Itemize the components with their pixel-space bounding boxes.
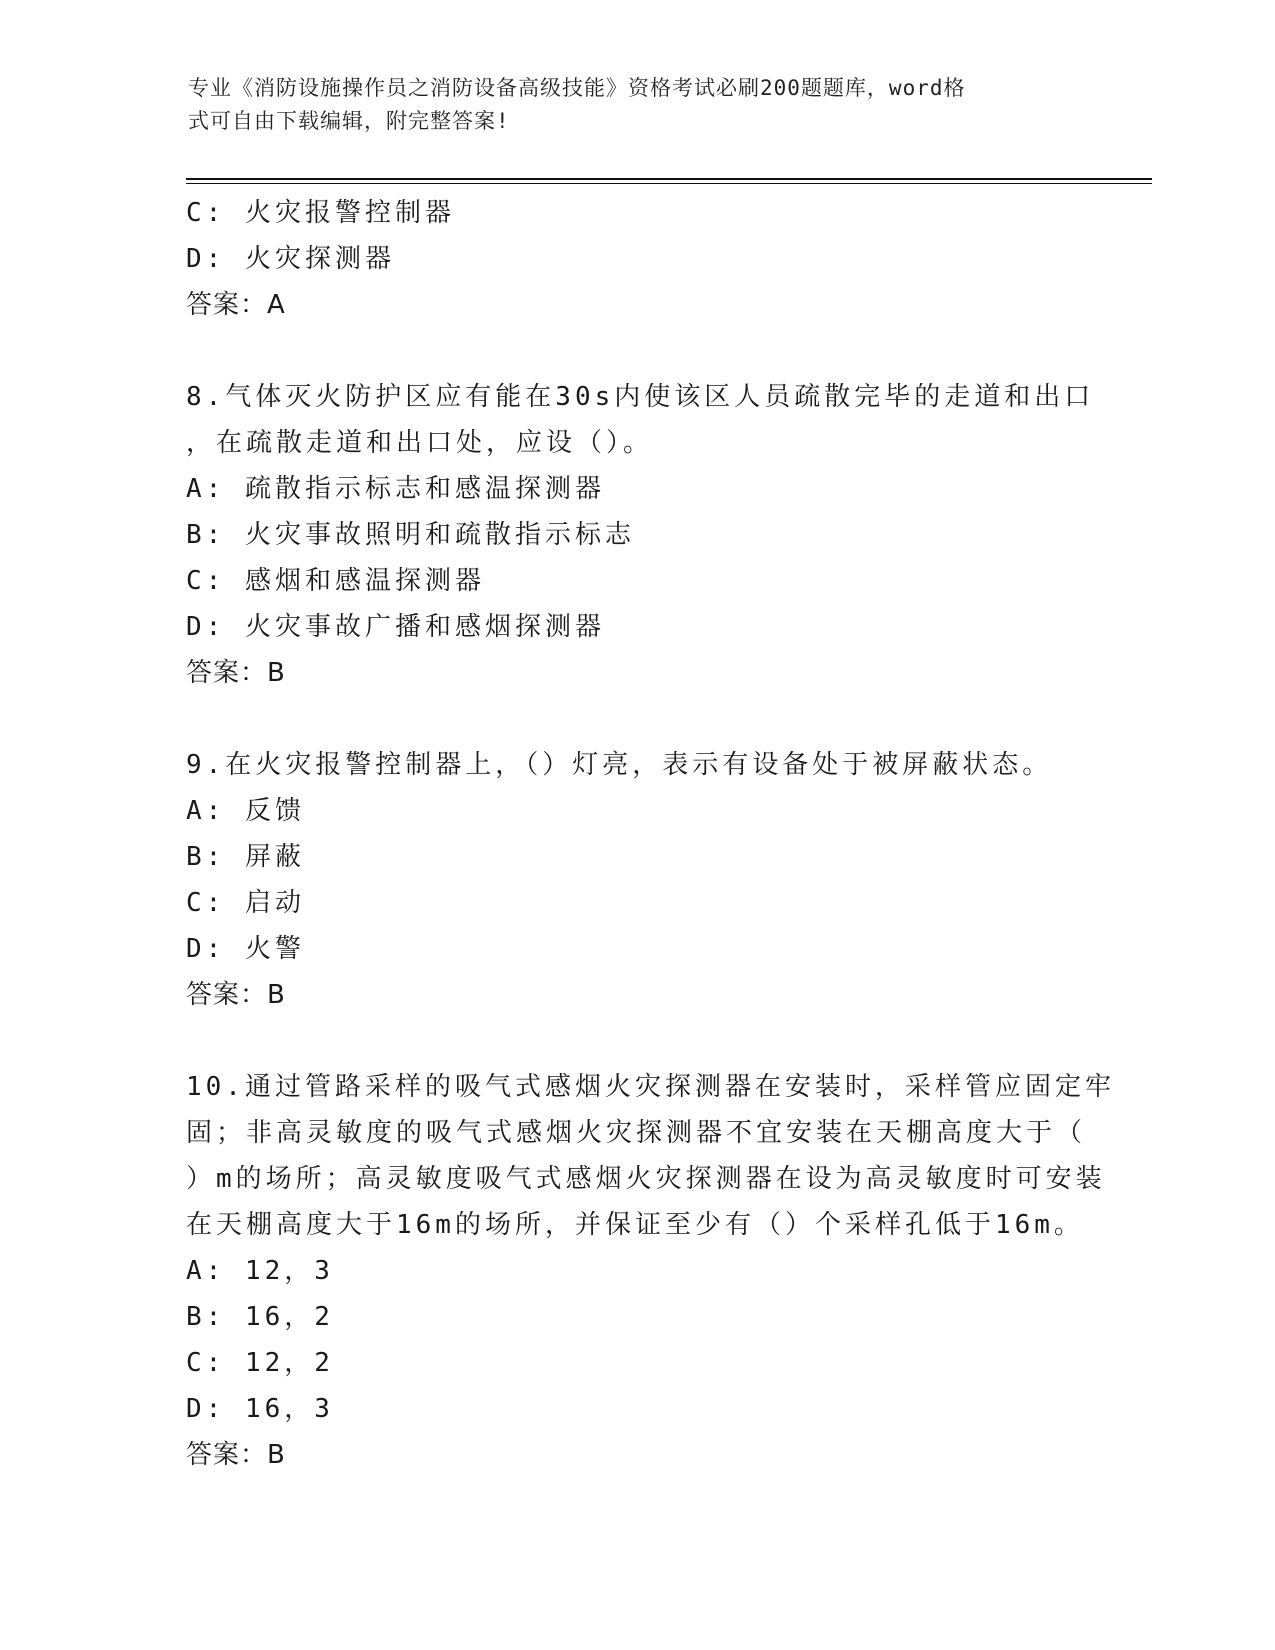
question-10	[186, 1064, 1115, 1478]
answer-line: 答案：B	[186, 1440, 286, 1470]
question-text-line: 8.气体灭火防护区应有能在30s内使该区人员疏散完毕的走道和出口	[186, 382, 1095, 412]
option-c: C: 火灾报警控制器	[186, 198, 455, 228]
question-text-line: ，在疏散走道和出口处，应设（）。	[186, 428, 654, 458]
option-d: D: 火灾探测器	[186, 244, 395, 274]
answer-line: 答案：A	[186, 290, 286, 320]
option-d: D: 16，3	[186, 1394, 334, 1424]
question-text-line: ）m的场所；高灵敏度吸气式感烟火灾探测器在设为高灵敏度时可安装	[186, 1164, 1106, 1194]
question-9	[186, 742, 1086, 1018]
option-b: B: 16，2	[186, 1302, 334, 1332]
option-c: C: 感烟和感温探测器	[186, 566, 485, 596]
option-b: B: 火灾事故照明和疏散指示标志	[186, 520, 635, 550]
question-text-line: 固；非高灵敏度的吸气式感烟火灾探测器不宜安装在天棚高度大于（	[186, 1118, 1087, 1148]
header-line-2: 式可自由下载编辑，附完整答案!	[188, 109, 510, 133]
option-d: D: 火灾事故广播和感烟探测器	[186, 612, 605, 642]
option-a: A: 疏散指示标志和感温探测器	[186, 474, 605, 504]
document-header	[188, 72, 1068, 138]
question-list	[186, 190, 1115, 1478]
question-text-line: 在天棚高度大于16m的场所，并保证至少有（）个采样孔低于16m。	[186, 1210, 1084, 1240]
option-a: A: 12，3	[186, 1256, 334, 1286]
question-continued	[186, 190, 1086, 328]
question-8	[186, 374, 1095, 696]
option-d: D: 火警	[186, 934, 305, 964]
answer-line: 答案：B	[186, 980, 286, 1010]
header-line-1: 专业《消防设施操作员之消防设备高级技能》资格考试必刷200题题库，word格	[188, 76, 966, 100]
option-b: B: 屏蔽	[186, 842, 305, 872]
header-divider-thick	[186, 178, 1152, 180]
option-c: C: 启动	[186, 888, 305, 918]
answer-line: 答案：B	[186, 658, 286, 688]
header-divider-thin	[186, 183, 1152, 184]
question-text-line: 10.通过管路采样的吸气式感烟火灾探测器在安装时，采样管应固定牢	[186, 1072, 1115, 1102]
option-a: A: 反馈	[186, 796, 305, 826]
option-c: C: 12，2	[186, 1348, 334, 1378]
question-text-line: 9.在火灾报警控制器上，（）灯亮，表示有设备处于被屏蔽状态。	[186, 750, 1053, 780]
